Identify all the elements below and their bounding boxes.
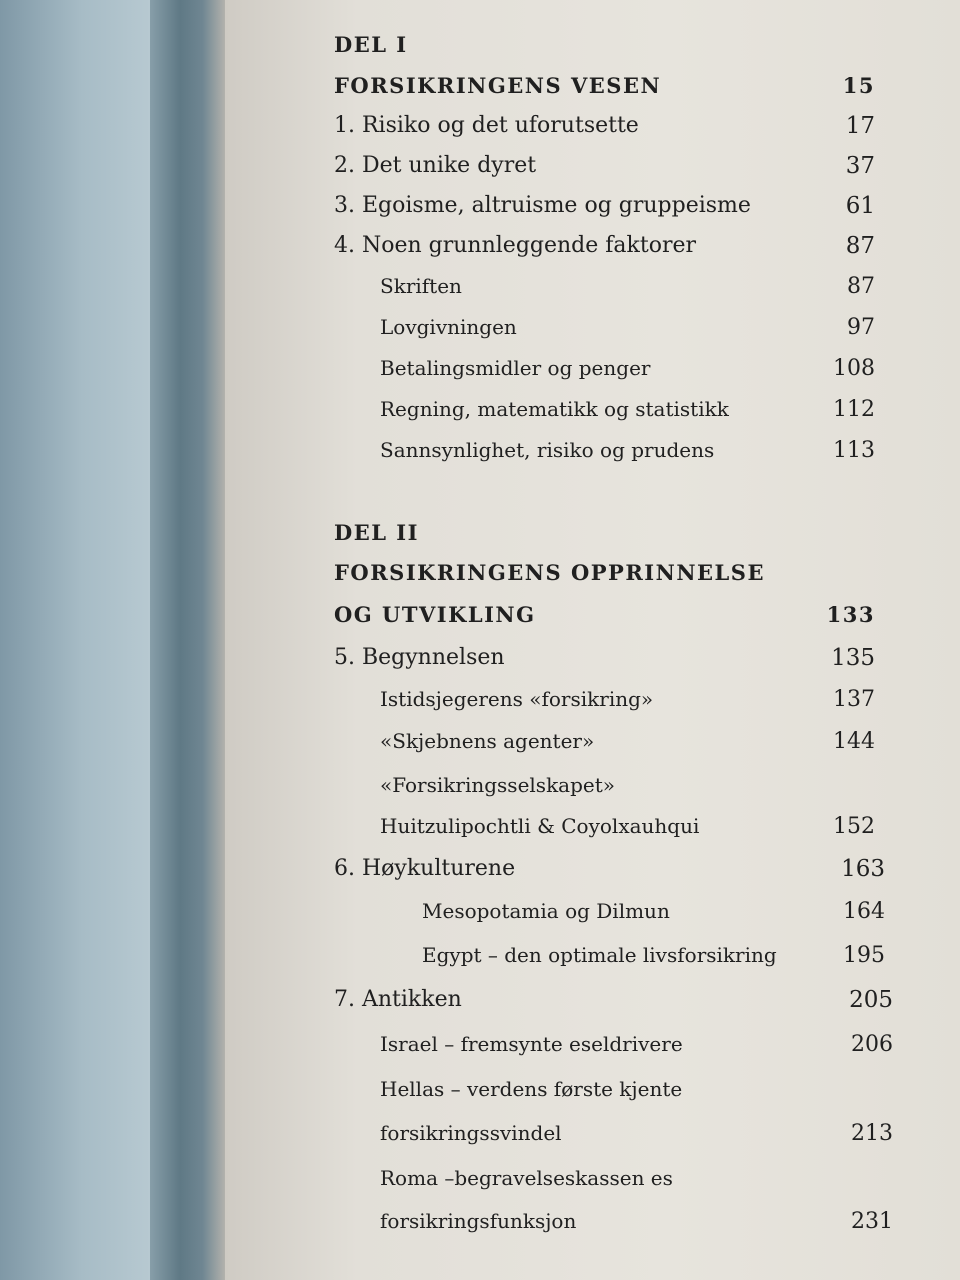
section-entry (225, 773, 960, 803)
section-entry (225, 397, 960, 427)
section-entry-label: Regning, matematikk og statistikk (380, 397, 729, 421)
section-entry (225, 1166, 960, 1196)
part-2-title-line-2-page-number: 133 (826, 602, 875, 627)
section-entry-page-number: 164 (843, 899, 885, 924)
section-entry-page-number: 137 (833, 687, 875, 712)
section-entry (225, 1209, 960, 1239)
part-1-title-line-1-page-number: 15 (842, 73, 875, 98)
chapter-entry-page-number: 61 (845, 193, 875, 219)
section-entry (225, 899, 960, 929)
chapter-entry-page-number: 17 (845, 113, 875, 139)
section-entry-label: Roma –begravelseskassen es (380, 1166, 673, 1190)
chapter-entry (225, 987, 960, 1017)
section-entry-label: forsikringssvindel (380, 1121, 562, 1145)
part-1-title-line-1 (225, 73, 960, 103)
section-entry-label: Hellas – verdens første kjente (380, 1077, 683, 1101)
part-1-title-line-1-label: FORSIKRINGENS VESEN (334, 73, 662, 98)
section-entry (225, 1077, 960, 1107)
section-entry-label: «Forsikringsselskapet» (380, 773, 616, 797)
section-entry-page-number: 195 (843, 943, 885, 968)
chapter-entry-page-number: 205 (849, 987, 893, 1013)
part-2-title-line-1 (225, 560, 960, 590)
section-entry-label: Lovgivningen (380, 315, 517, 339)
adjacent-page-edge (0, 0, 150, 1280)
chapter-entry-page-number: 135 (831, 645, 875, 671)
part-2-title-line-2 (225, 602, 960, 632)
section-entry-label: Skriften (380, 274, 462, 298)
section-entry-page-number: 108 (833, 356, 875, 381)
section-entry-page-number: 152 (833, 814, 875, 839)
section-entry-label: Huitzulipochtli & Coyolxauhqui (380, 814, 700, 838)
chapter-entry-label: 4. Noen grunnleggende faktorer (334, 233, 697, 258)
chapter-entry-page-number: 37 (845, 153, 875, 179)
section-entry-label: forsikringsfunksjon (380, 1209, 577, 1233)
chapter-entry-page-number: 163 (841, 856, 885, 882)
part-1-heading-label: DEL I (334, 32, 408, 57)
section-entry (225, 274, 960, 304)
section-entry-page-number: 97 (847, 315, 875, 340)
part-1-heading (225, 32, 960, 62)
chapter-entry-label: 3. Egoisme, altruisme og gruppeisme (334, 193, 751, 218)
toc-page (225, 0, 960, 1280)
chapter-entry (225, 856, 960, 886)
chapter-entry-label: 6. Høykulturene (334, 856, 516, 881)
book-gutter (150, 0, 225, 1280)
chapter-entry (225, 193, 960, 223)
section-entry (225, 943, 960, 973)
chapter-entry-label: 5. Begynnelsen (334, 645, 505, 670)
chapter-entry (225, 645, 960, 675)
section-entry (225, 438, 960, 468)
section-entry-label: Egypt – den optimale livsforsikring (422, 943, 777, 967)
part-2-title-line-1-label: FORSIKRINGENS OPPRINNELSE (334, 560, 765, 585)
section-entry (225, 687, 960, 717)
section-entry (225, 729, 960, 759)
section-entry-page-number: 206 (851, 1032, 893, 1057)
section-entry-page-number: 87 (847, 274, 875, 299)
chapter-entry (225, 233, 960, 263)
section-entry-page-number: 113 (833, 438, 875, 463)
section-entry-page-number: 231 (851, 1209, 893, 1234)
section-entry (225, 1121, 960, 1151)
section-entry-page-number: 112 (833, 397, 875, 422)
section-entry-label: Betalingsmidler og penger (380, 356, 651, 380)
chapter-entry (225, 113, 960, 143)
section-entry-label: «Skjebnens agenter» (380, 729, 595, 753)
section-entry-page-number: 213 (851, 1121, 893, 1146)
section-entry-label: Mesopotamia og Dilmun (422, 899, 670, 923)
chapter-entry-label: 2. Det unike dyret (334, 153, 537, 178)
section-entry (225, 356, 960, 386)
chapter-entry (225, 153, 960, 183)
section-entry-label: Israel – fremsynte eseldrivere (380, 1032, 683, 1056)
part-2-heading (225, 520, 960, 550)
section-entry-label: Sannsynlighet, risiko og prudens (380, 438, 715, 462)
part-2-title-line-2-label: OG UTVIKLING (334, 602, 536, 627)
section-entry-page-number: 144 (833, 729, 875, 754)
part-2-heading-label: DEL II (334, 520, 419, 545)
section-entry (225, 315, 960, 345)
chapter-entry-label: 1. Risiko og det uforutsette (334, 113, 639, 138)
section-entry (225, 1032, 960, 1062)
section-entry (225, 814, 960, 844)
section-entry-label: Istidsjegerens «forsikring» (380, 687, 654, 711)
chapter-entry-label: 7. Antikken (334, 987, 462, 1012)
chapter-entry-page-number: 87 (845, 233, 875, 259)
